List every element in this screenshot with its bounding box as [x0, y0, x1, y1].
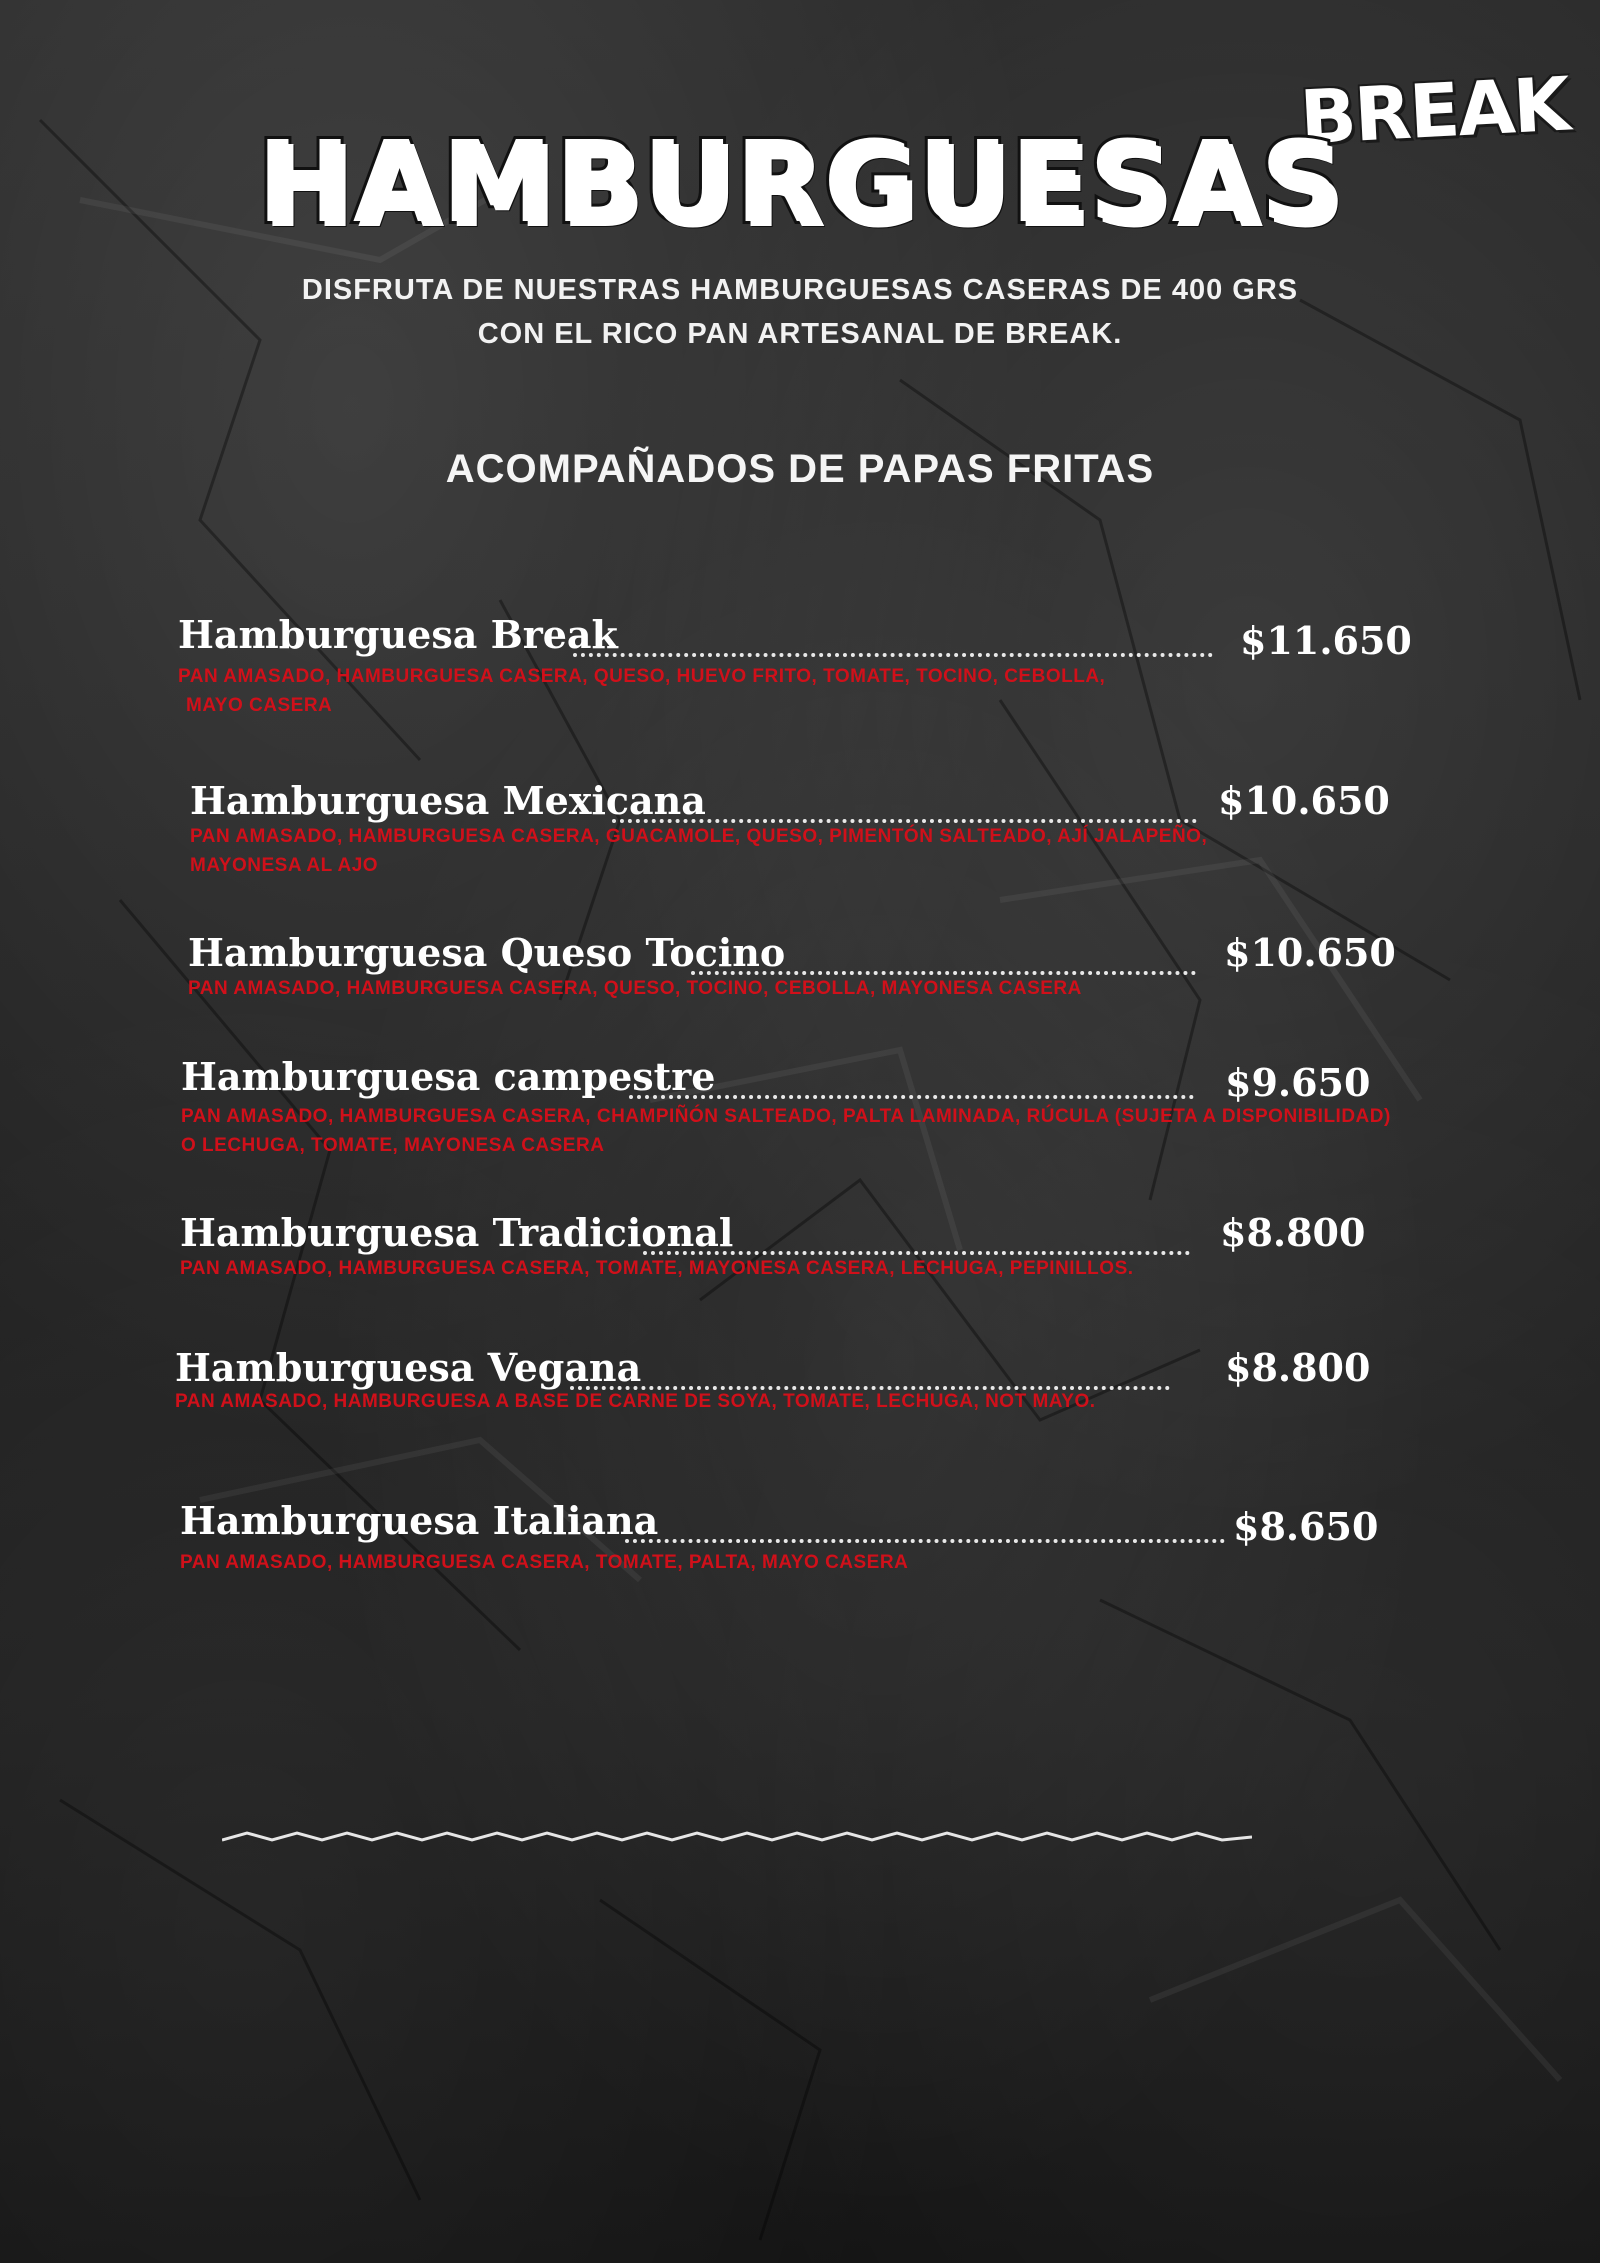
zigzag-divider: [222, 1825, 1252, 1855]
description-line-1: PAN AMASADO, HAMBURGUESA CASERA, QUESO, TOCINO, CEBOLLA, MAYONESA CASERA: [188, 978, 1082, 999]
dot-leader: [625, 1535, 1225, 1543]
item-name: Hamburguesa Queso Tocino: [188, 930, 786, 975]
description-line-1: PAN AMASADO, HAMBURGUESA CASERA, QUESO, HUEVO FRITO, TOMATE, TOCINO, CEBOLLA,: [178, 666, 1106, 687]
item-price: $11.650: [1240, 618, 1412, 663]
menu-item-campestre: [181, 1054, 1421, 1164]
menu-item-italiana: [180, 1498, 1390, 1578]
description-line-1: PAN AMASADO, HAMBURGUESA A BASE DE CARNE DE SOYA, TOMATE, LECHUGA, NOT MAYO.: [175, 1391, 1096, 1412]
menu-item-break: [178, 612, 1412, 722]
item-name: Hamburguesa Mexicana: [190, 778, 706, 823]
description-line-1: PAN AMASADO, HAMBURGUESA CASERA, TOMATE, MAYONESA CASERA, LECHUGA, PEPINILLOS.: [180, 1258, 1134, 1279]
logo-wordmark: BREAK: [1297, 61, 1571, 162]
description-line-1: PAN AMASADO, HAMBURGUESA CASERA, GUACAMOLE, QUESO, PIMENTÓN SALTEADO, AJÍ JALAPEÑO,: [190, 826, 1208, 847]
dot-leader: [629, 1091, 1194, 1099]
menu-item-tradicional: [180, 1210, 1390, 1290]
section-subtitle: ACOMPAÑADOS DE PAPAS FRITAS: [445, 447, 1155, 491]
item-price: $8.800: [1220, 1210, 1366, 1255]
menu-item-vegana: [175, 1345, 1385, 1425]
item-name: Hamburguesa Italiana: [180, 1498, 659, 1543]
item-description: [188, 974, 1082, 1003]
item-price: $9.650: [1225, 1060, 1371, 1105]
item-name: Hamburguesa Break: [178, 612, 618, 657]
item-name: Hamburguesa Tradicional: [180, 1210, 734, 1255]
intro-line-2: CON EL RICO PAN ARTESANAL DE BREAK.: [477, 318, 1123, 350]
description-line-1: PAN AMASADO, HAMBURGUESA CASERA, TOMATE, PALTA, MAYO CASERA: [180, 1552, 909, 1573]
description-line-2: O LECHUGA, TOMATE, MAYONESA CASERA: [181, 1135, 605, 1156]
item-description: [178, 662, 1105, 720]
intro-line-1: DISFRUTA DE NUESTRAS HAMBURGUESAS CASERAS DE 400 GRS: [301, 274, 1299, 306]
item-description: [180, 1548, 908, 1577]
description-line-2: MAYO CASERA: [186, 695, 333, 716]
description-line-2: MAYONESA AL AJO: [190, 855, 379, 876]
item-name: Hamburguesa campestre: [181, 1054, 716, 1099]
menu-item-queso-tocino: [188, 930, 1398, 1010]
item-price: $10.650: [1224, 930, 1396, 975]
dot-leader: [573, 649, 1213, 657]
item-description: [181, 1102, 1391, 1160]
item-description: [190, 822, 1207, 880]
item-price: $8.650: [1233, 1504, 1379, 1549]
item-description: [175, 1387, 1096, 1416]
item-price: $10.650: [1218, 778, 1390, 823]
item-price: $8.800: [1225, 1345, 1371, 1390]
menu-item-mexicana: [190, 778, 1400, 888]
page-title: HAMBURGUESAS: [257, 118, 1343, 248]
item-name: Hamburguesa Vegana: [175, 1345, 642, 1390]
description-line-1: PAN AMASADO, HAMBURGUESA CASERA, CHAMPIÑÓN SALTEADO, PALTA LAMINADA, RÚCULA (SUJETA A DISPONIBILIDAD): [181, 1106, 1391, 1127]
item-description: [180, 1254, 1134, 1283]
intro-text: [200, 268, 1400, 356]
